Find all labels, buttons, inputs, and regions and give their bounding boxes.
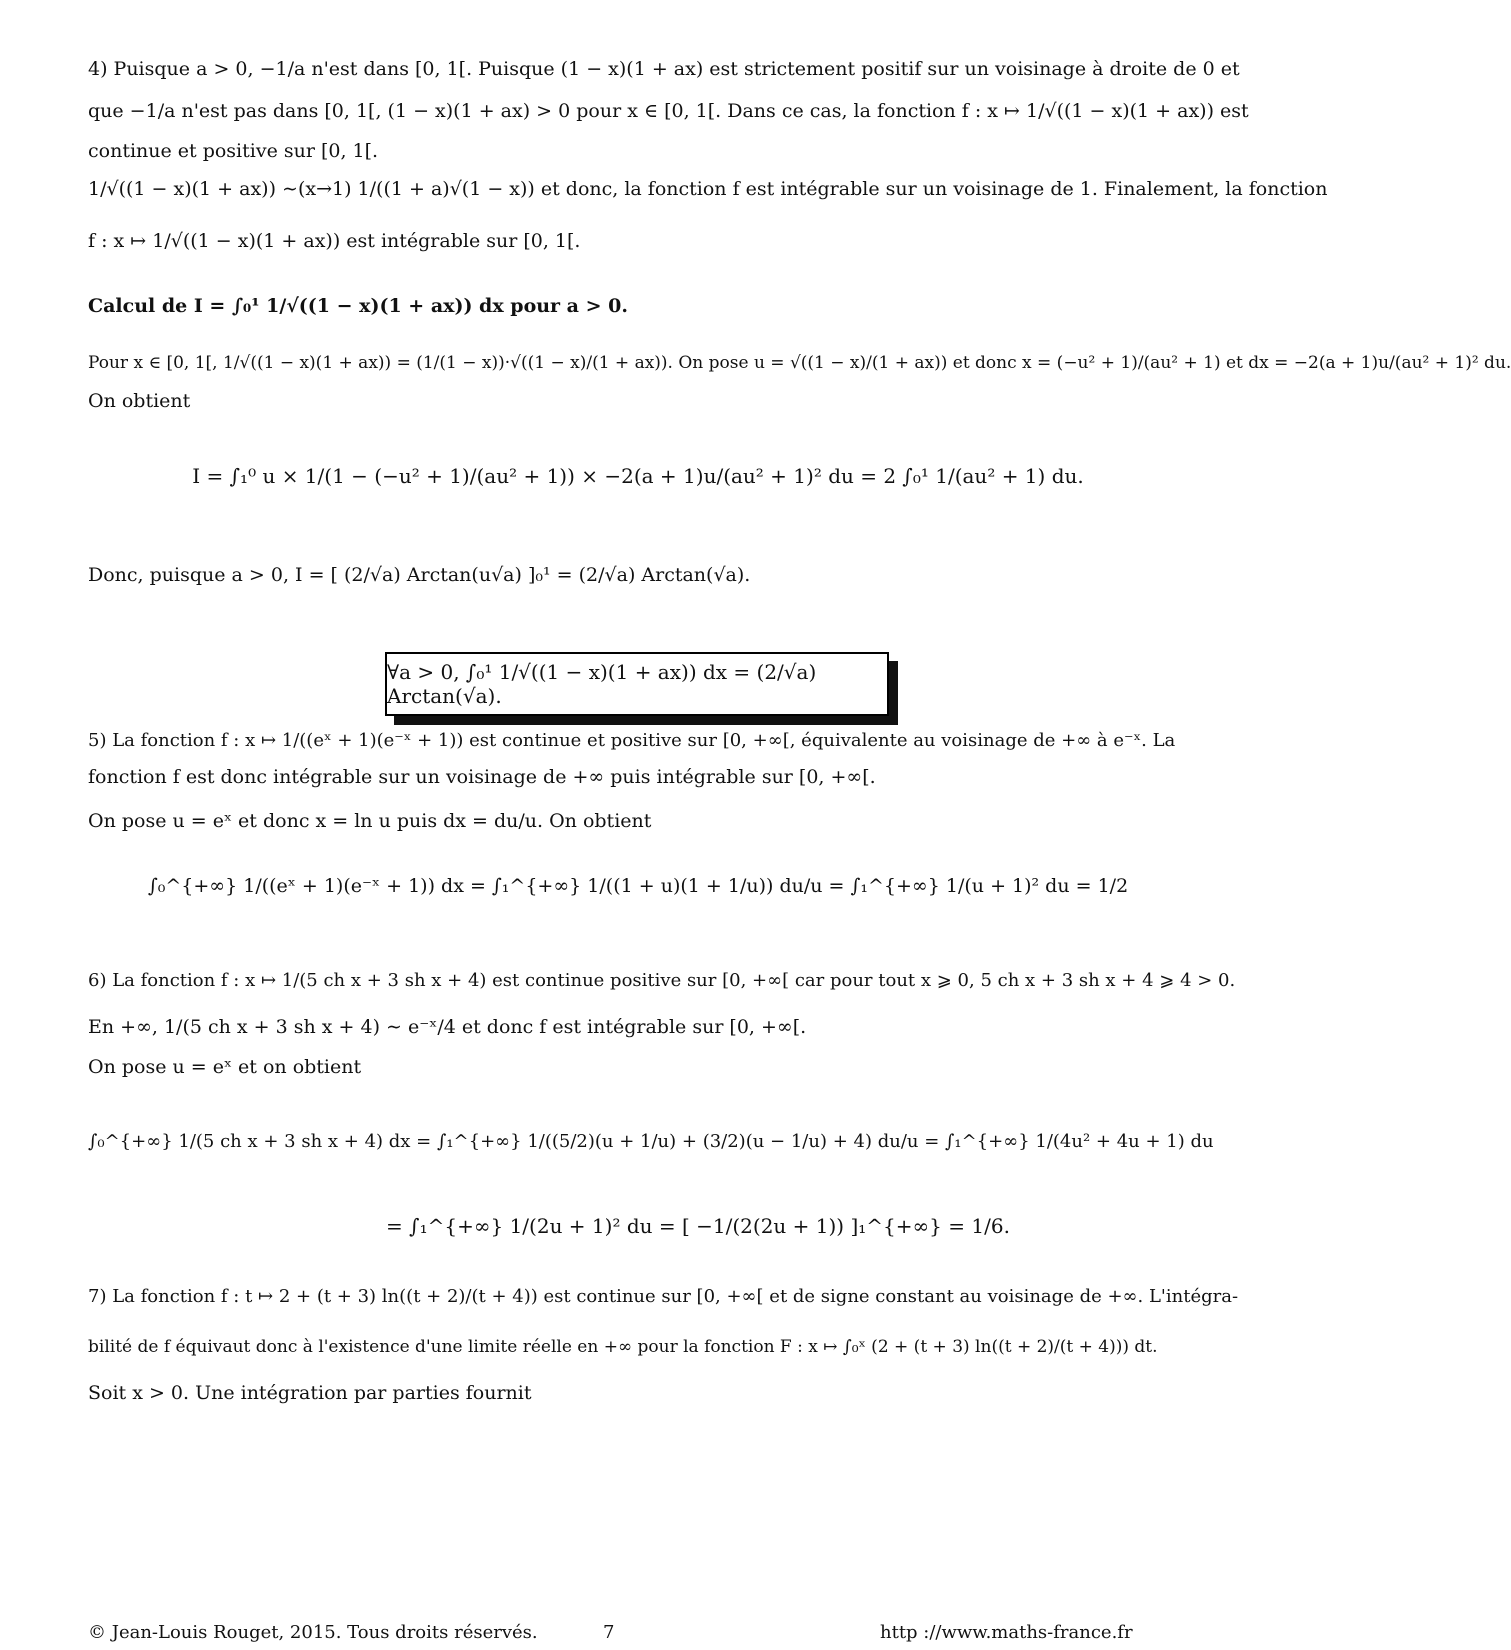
result-box: [385, 652, 889, 716]
section7-line2: bilité de f équivaut donc à l'existence d'une limite réelle en +∞ pour la fonction F : x ↦ ∫₀ˣ (2 + (t + 3) ln((t + 2)/(t + 4))) dt.: [88, 1337, 1158, 1357]
footer-copyright: © Jean-Louis Rouget, 2015. Tous droits réservés.: [88, 1622, 538, 1643]
result-formula: ∀a > 0, ∫₀¹ 1/√((1 − x)(1 + ax)) dx = (2/√a) Arctan(√a).: [387, 660, 817, 708]
footer-page-number: 7: [603, 1622, 615, 1643]
section6-equation1: ∫₀^{+∞} 1/(5 ch x + 3 sh x + 4) dx = ∫₁^{+∞} 1/((5/2)(u + 1/u) + (3/2)(u − 1/u) + 4) du/u = ∫₁^{+∞} 1/(4u² + 4u + 1) du: [88, 1131, 1214, 1152]
section7-line3: Soit x > 0. Une intégration par parties fournit: [88, 1382, 532, 1404]
section5-line1: 5) La fonction f : x ↦ 1/((eˣ + 1)(e⁻ˣ + 1)) est continue et positive sur [0, +∞[, équivalente au voisinage de +∞ à e⁻ˣ. La: [88, 730, 1176, 751]
section7-line1: 7) La fonction f : t ↦ 2 + (t + 3) ln((t + 2)/(t + 4)) est continue sur [0, +∞[ et de signe constant au voisinage de +∞. L'intégra-: [88, 1286, 1239, 1307]
section6-line1: 6) La fonction f : x ↦ 1/(5 ch x + 3 sh x + 4) est continue positive sur [0, +∞[ car pour tout x ⩾ 0, 5 ch x + 3 sh x + 4 ⩾ 4 > 0.: [88, 970, 1236, 991]
section5-equation: ∫₀^{+∞} 1/((eˣ + 1)(e⁻ˣ + 1)) dx = ∫₁^{+∞} 1/((1 + u)(1 + 1/u)) du/u = ∫₁^{+∞} 1/(u + 1)² du = 1/2: [147, 875, 1129, 897]
section4-line4: 1/√((1 − x)(1 + ax)) ∼(x→1) 1/((1 + a)√(1 − x)) et donc, la fonction f est intégrable sur un voisinage de 1. Finalement, la fonction: [88, 178, 1328, 200]
section6-line2: En +∞, 1/(5 ch x + 3 sh x + 4) ∼ e⁻ˣ/4 et donc f est intégrable sur [0, +∞[.: [88, 1016, 807, 1038]
section6-equation2: = ∫₁^{+∞} 1/(2u + 1)² du = [ −1/(2(2u + 1)) ]₁^{+∞} = 1/6.: [386, 1214, 1010, 1238]
section4-line2: que −1/a n'est pas dans [0, 1[, (1 − x)(1 + ax) > 0 pour x ∈ [0, 1[. Dans ce cas, la fonction f : x ↦ 1/√((1 − x)(1 + ax)) est: [88, 100, 1249, 122]
calcul-line1: Pour x ∈ [0, 1[, 1/√((1 − x)(1 + ax)) = (1/(1 − x))·√((1 − x)/(1 + ax)). On pose u = √((1 − x)/(1 + ax)) et donc x = (−u² + 1)/(au² + 1) et dx = −2(a + 1)u/(au² + 1)² du.: [88, 353, 1511, 373]
section4-line1: 4) Puisque a > 0, −1/a n'est dans [0, 1[. Puisque (1 − x)(1 + ax) est strictement positif sur un voisinage à droite de 0 et: [88, 58, 1240, 80]
section5-line2: fonction f est donc intégrable sur un voisinage de +∞ puis intégrable sur [0, +∞[.: [88, 766, 876, 788]
calcul-equation: I = ∫₁⁰ u × 1/(1 − (−u² + 1)/(au² + 1)) × −2(a + 1)u/(au² + 1)² du = 2 ∫₀¹ 1/(au² + 1) du.: [192, 464, 1084, 488]
section4-line3: continue et positive sur [0, 1[.: [88, 140, 379, 162]
section6-line3: On pose u = eˣ et on obtient: [88, 1056, 362, 1078]
calcul-line2: On obtient: [88, 390, 191, 412]
section5-line3: On pose u = eˣ et donc x = ln u puis dx = du/u. On obtient: [88, 810, 652, 832]
calcul-heading: Calcul de I = ∫₀¹ 1/√((1 − x)(1 + ax)) dx pour a > 0.: [88, 295, 628, 317]
footer-url: http ://www.maths-france.fr: [880, 1622, 1133, 1643]
calcul-line3: Donc, puisque a > 0, I = [ (2/√a) Arctan(u√a) ]₀¹ = (2/√a) Arctan(√a).: [88, 564, 751, 586]
section4-line5: f : x ↦ 1/√((1 − x)(1 + ax)) est intégrable sur [0, 1[.: [88, 230, 581, 252]
